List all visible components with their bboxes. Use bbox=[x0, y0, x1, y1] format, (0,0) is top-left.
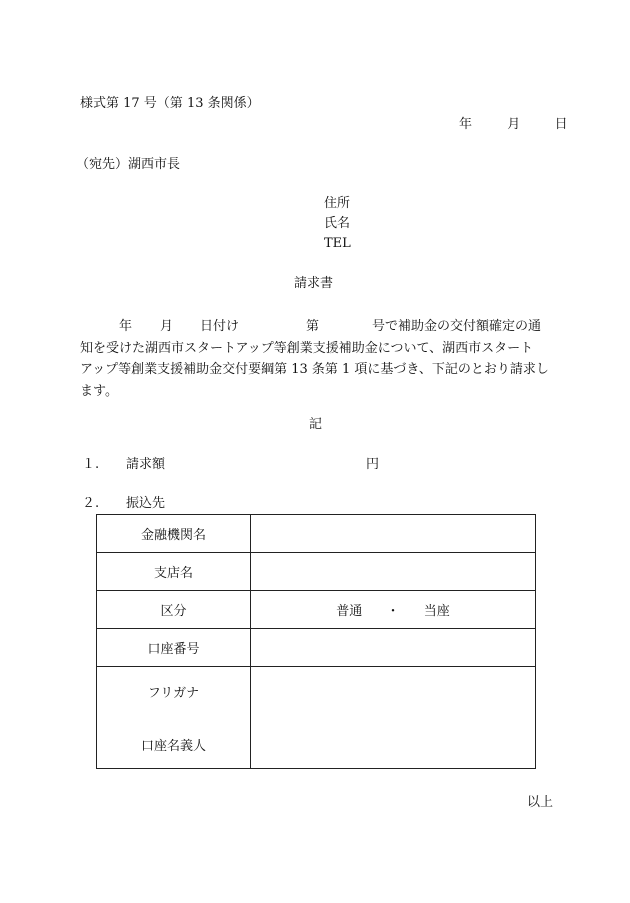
closing-text: 以上 bbox=[527, 795, 554, 810]
table-row bbox=[97, 629, 536, 667]
account-holder-label-cell bbox=[97, 667, 251, 769]
body-line-1 bbox=[80, 316, 554, 338]
document-title: 請求書 bbox=[294, 276, 334, 291]
account-type-separator: ・ bbox=[386, 604, 400, 619]
account-holder-label: 口座名義人 bbox=[140, 738, 206, 754]
branch-name-field[interactable] bbox=[251, 553, 536, 591]
table-row bbox=[97, 515, 536, 553]
branch-name-label: 支店名 bbox=[97, 553, 251, 591]
tel-label: TEL bbox=[324, 236, 351, 251]
item1-label: 請求額 bbox=[126, 457, 166, 472]
table-row bbox=[97, 553, 536, 591]
date-month: 月 bbox=[507, 117, 521, 132]
ki-heading: 記 bbox=[309, 417, 323, 432]
item2-number: ２. bbox=[82, 496, 100, 511]
item1-number: １. bbox=[82, 457, 100, 472]
account-type-ordinary[interactable]: 普通 bbox=[336, 604, 363, 619]
item2-label: 振込先 bbox=[126, 496, 166, 511]
body-rest-first: 号で補助金の交付額確定の通 bbox=[372, 319, 542, 334]
account-number-field[interactable] bbox=[251, 629, 536, 667]
address-label: 住所 bbox=[324, 196, 351, 211]
body-line-2: 知を受けた湖西市スタートアップ等創業支援補助金について、湖西市スタート bbox=[80, 340, 534, 356]
date-year: 年 bbox=[459, 117, 473, 132]
name-label: 氏名 bbox=[324, 216, 351, 231]
body-dated: 日付け bbox=[200, 319, 240, 334]
table-row bbox=[97, 667, 536, 769]
body-year: 年 bbox=[119, 319, 133, 334]
bank-name-label: 金融機関名 bbox=[97, 515, 251, 553]
account-type-current[interactable]: 当座 bbox=[423, 604, 450, 619]
body-month: 月 bbox=[160, 319, 174, 334]
account-type-label: 区分 bbox=[97, 591, 251, 629]
table-row bbox=[97, 591, 536, 629]
account-number-label: 口座番号 bbox=[97, 629, 251, 667]
date-line bbox=[459, 118, 568, 131]
bank-account-table bbox=[96, 514, 536, 769]
body-line-3: アップ等創業支援補助金交付要綱第 13 条第 1 項に基づき、下記のとおり請求し bbox=[80, 362, 549, 377]
furigana-label: フリガナ bbox=[147, 685, 200, 701]
body-line-4: ます。 bbox=[80, 383, 118, 399]
body-dai: 第 bbox=[306, 319, 320, 334]
bank-name-field[interactable] bbox=[251, 515, 536, 553]
date-day: 日 bbox=[554, 117, 568, 132]
account-holder-field[interactable] bbox=[251, 667, 536, 769]
addressee: （宛先）湖西市長 bbox=[76, 157, 181, 172]
item1-unit: 円 bbox=[366, 457, 380, 472]
body-paragraph bbox=[80, 316, 554, 402]
account-type-field[interactable] bbox=[251, 591, 536, 629]
form-number: 様式第 17 号（第 13 条関係） bbox=[80, 96, 260, 111]
